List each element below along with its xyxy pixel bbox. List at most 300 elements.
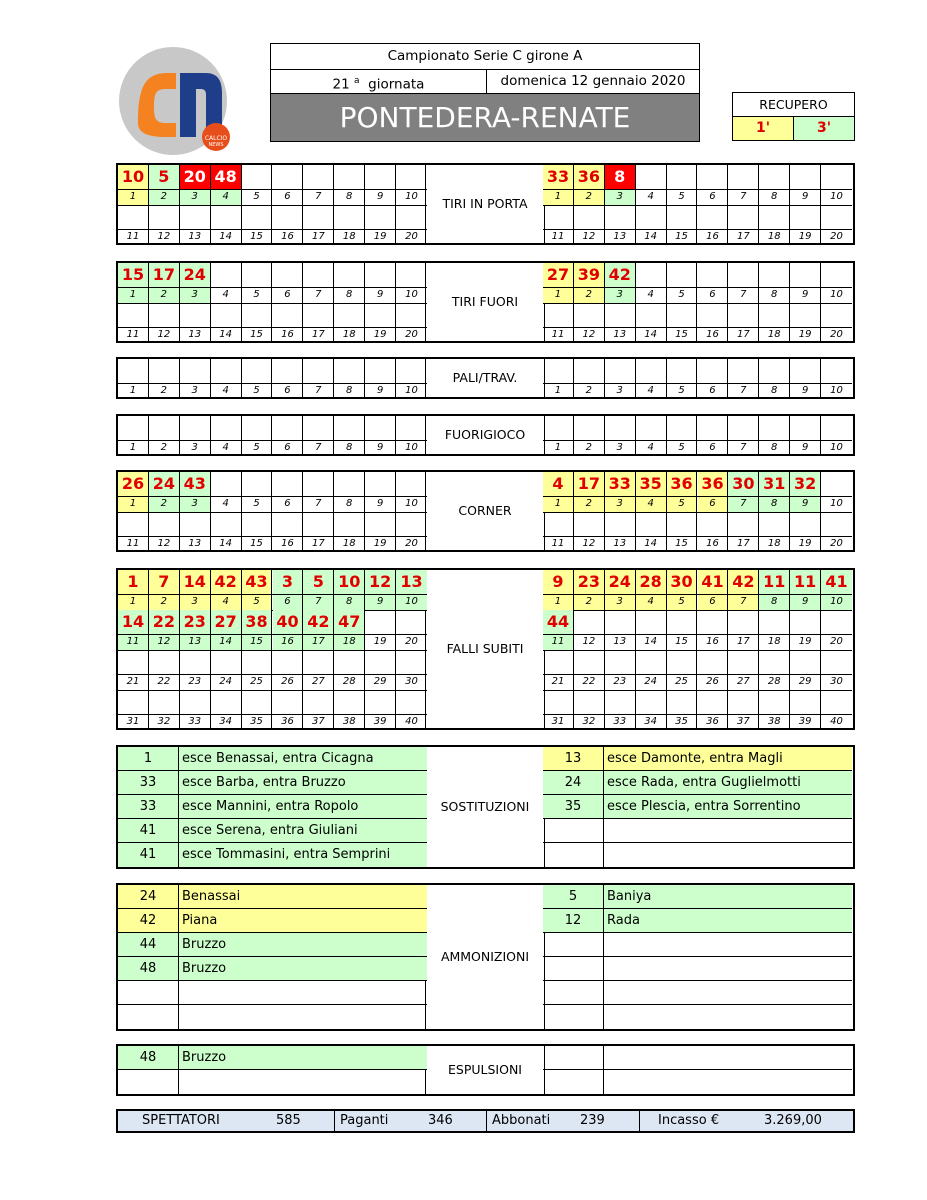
stat-value: [821, 690, 852, 714]
stat-value: [759, 610, 790, 634]
stat-index: 18: [759, 635, 790, 650]
stat-value: 42: [303, 610, 334, 634]
stat-index: 24: [211, 675, 242, 690]
attendance-footer: [116, 1109, 855, 1133]
stat-grid: [116, 357, 855, 399]
stat-value: [273, 303, 304, 327]
event-minute: 48: [118, 957, 179, 980]
stat-index: 14: [636, 537, 667, 552]
stat-value: [242, 165, 273, 189]
stat-index: 5: [667, 441, 698, 456]
stat-index: 22: [149, 675, 180, 690]
stat-value: 28: [636, 570, 667, 594]
grid-line: [543, 536, 852, 537]
event-minute: [118, 1070, 179, 1094]
stat-index: 10: [830, 442, 843, 453]
grid-line: [118, 287, 427, 288]
stat-index: 38: [759, 715, 790, 730]
stat-value: 15: [118, 263, 149, 287]
event-minute: 42: [118, 909, 179, 932]
stat-value: [365, 472, 396, 496]
stat-index: 4: [211, 384, 242, 399]
stat-value: 7: [149, 570, 180, 594]
stat-index: 11: [118, 230, 149, 245]
stat-value: [365, 610, 396, 634]
espulsioni-row: [543, 1070, 852, 1094]
stat-value: [211, 303, 242, 327]
ammonizioni-row: [543, 957, 852, 981]
event-minute: [543, 957, 604, 980]
stat-grid: [116, 261, 855, 343]
sostituzioni-row: [543, 747, 852, 771]
grid-line: [543, 674, 852, 675]
event-text: esce Serena, entra Giuliani: [182, 823, 358, 838]
stat-index: 31: [118, 715, 149, 730]
stat-value: 22: [149, 610, 180, 634]
ammonizioni-row: [543, 885, 852, 909]
stat-value: [211, 359, 242, 383]
event-minute: [543, 933, 604, 956]
grid-line: [543, 496, 852, 497]
stat-index: 13: [180, 537, 211, 552]
stat-index: 2: [574, 384, 605, 399]
event-minute: 33: [118, 795, 179, 818]
stat-value: [273, 650, 304, 674]
ammonizioni-row: [118, 1005, 427, 1029]
stat-value: [759, 650, 790, 674]
stat-index: 10: [405, 385, 418, 396]
stat-value: 3: [273, 570, 304, 594]
stat-value: [273, 512, 304, 536]
espulsioni-row: [118, 1070, 427, 1094]
stat-value: [242, 263, 273, 287]
stat-value: 43: [180, 472, 211, 496]
stat-index: 6: [698, 288, 729, 303]
stat-index: 18: [334, 635, 365, 650]
stat-index: 27: [728, 675, 759, 690]
stat-index: 19: [790, 230, 821, 245]
stat-value: [211, 416, 242, 440]
stat-index: 9: [790, 595, 821, 610]
stat-value: [273, 416, 304, 440]
stat-value: [759, 263, 790, 287]
stat-index: 5: [667, 288, 698, 303]
stat-value: [365, 263, 396, 287]
stat-value: [821, 303, 852, 327]
stat-index: 10: [830, 191, 843, 202]
stat-value: [698, 416, 729, 440]
stat-index: 39: [365, 715, 396, 730]
event-minute: 48: [118, 1046, 179, 1069]
event-text: Benassai: [182, 889, 241, 904]
stat-index: 2: [149, 595, 180, 610]
stat-index: 11: [543, 328, 574, 343]
stat-value: [790, 263, 821, 287]
stat-index: 37: [728, 715, 759, 730]
stat-value: [543, 303, 574, 327]
stat-index: 5: [242, 384, 273, 399]
stat-value: [728, 650, 759, 674]
stat-value: [790, 165, 821, 189]
stat-index: 7: [728, 497, 759, 512]
stat-index: 22: [574, 675, 605, 690]
stat-value: [118, 205, 149, 229]
grid-line: [118, 536, 427, 537]
sostituzioni-row: [543, 843, 852, 867]
stat-value: [574, 512, 605, 536]
event-text: Bruzzo: [182, 937, 227, 952]
stat-index: 3: [180, 384, 211, 399]
stat-value: [365, 650, 396, 674]
stat-value: 5: [303, 570, 334, 594]
grid-line: [118, 674, 427, 675]
stat-value: [790, 610, 821, 634]
stat-index: 3: [180, 497, 211, 512]
stat-value: 36: [574, 165, 605, 189]
stat-index: 8: [759, 441, 790, 456]
stat-index: 5: [667, 384, 698, 399]
stat-value: [211, 650, 242, 674]
stat-value: [636, 165, 667, 189]
stat-index: 1: [118, 595, 149, 610]
stat-value: 20: [180, 165, 211, 189]
stat-value: [605, 303, 636, 327]
stat-value: [180, 512, 211, 536]
stat-index: 8: [759, 384, 790, 399]
stat-value: [273, 263, 304, 287]
event-text: esce Rada, entra Guglielmotti: [607, 775, 801, 790]
sostituzioni-row: [118, 795, 427, 819]
stat-index: 3: [605, 595, 636, 610]
stat-index: 5: [242, 441, 273, 456]
stat-index: 12: [574, 537, 605, 552]
stat-value: [636, 263, 667, 287]
stat-value: 11: [759, 570, 790, 594]
stat-index: 11: [118, 328, 149, 343]
stat-index: 9: [365, 441, 396, 456]
sostituzioni-row: [118, 771, 427, 795]
stat-value: [574, 610, 605, 634]
stat-index: 3: [180, 441, 211, 456]
stat-index: 40: [405, 716, 418, 727]
stat-index: 9: [365, 190, 396, 205]
stat-value: [543, 690, 574, 714]
stat-value: [334, 512, 365, 536]
stat-value: 31: [759, 472, 790, 496]
stat-grid: [116, 568, 855, 730]
grid-line: [118, 496, 427, 497]
stat-index: 17: [303, 230, 334, 245]
grid-line: [543, 287, 852, 288]
event-minute: [543, 1005, 604, 1029]
stat-index: 18: [759, 537, 790, 552]
stat-index: 15: [667, 635, 698, 650]
stat-index: 4: [211, 441, 242, 456]
stat-index: 1: [543, 288, 574, 303]
stat-value: [211, 205, 242, 229]
stat-value: [242, 303, 273, 327]
stat-index: 9: [790, 288, 821, 303]
stat-value: [365, 205, 396, 229]
grid-line: [543, 714, 852, 715]
stat-index: 5: [242, 595, 273, 610]
stat-index: 3: [180, 190, 211, 205]
espulsioni-label: ESPULSIONI: [425, 1046, 545, 1094]
stat-label: FALLI SUBITI: [425, 570, 545, 728]
stat-value: [180, 416, 211, 440]
stat-value: 30: [728, 472, 759, 496]
stat-index: 1: [118, 384, 149, 399]
ammonizioni-row: [543, 933, 852, 957]
event-text: Rada: [607, 913, 640, 928]
stat-label: CORNER: [425, 472, 545, 550]
stat-index: 7: [728, 384, 759, 399]
stat-value: 26: [118, 472, 149, 496]
stat-index: 4: [636, 441, 667, 456]
stat-index: 14: [211, 328, 242, 343]
stat-index: 1: [118, 441, 149, 456]
stat-index: 16: [273, 635, 304, 650]
stat-value: [574, 650, 605, 674]
stat-index: 14: [211, 537, 242, 552]
stat-index: 17: [303, 635, 334, 650]
sostituzioni-row: [543, 819, 852, 843]
stat-value: 13: [396, 570, 427, 594]
stat-value: [759, 303, 790, 327]
stat-value: 24: [149, 472, 180, 496]
espulsioni-row: [543, 1046, 852, 1070]
stat-value: 38: [242, 610, 273, 634]
sostituzioni-row: [118, 843, 427, 867]
event-text: esce Tommasini, entra Semprini: [182, 847, 391, 862]
stat-index: 10: [830, 498, 843, 509]
ammonizioni-row: [118, 885, 427, 909]
event-minute: 24: [543, 771, 604, 794]
stat-value: [698, 690, 729, 714]
event-minute: [543, 981, 604, 1004]
stat-index: 34: [636, 715, 667, 730]
event-minute: 13: [543, 747, 604, 770]
ammonizioni-row: [543, 909, 852, 933]
stat-value: [728, 263, 759, 287]
stat-index: 3: [605, 441, 636, 456]
stat-value: [180, 303, 211, 327]
stat-value: [273, 472, 304, 496]
event-text: esce Barba, entra Bruzzo: [182, 775, 346, 790]
stat-value: 14: [180, 570, 211, 594]
stat-value: [790, 359, 821, 383]
match-header: [270, 43, 700, 142]
stat-index: 29: [790, 675, 821, 690]
stat-value: [821, 512, 852, 536]
event-text: esce Mannini, entra Ropolo: [182, 799, 359, 814]
stat-value: 14: [118, 610, 149, 634]
stat-index: 8: [759, 497, 790, 512]
stat-index: 9: [790, 384, 821, 399]
stat-value: [636, 359, 667, 383]
grid-line: [118, 383, 427, 384]
stat-index: 4: [636, 497, 667, 512]
event-text: esce Damonte, entra Magli: [607, 751, 783, 766]
stat-index: 6: [273, 384, 304, 399]
ammonizioni-row: [118, 981, 427, 1005]
stat-value: [303, 359, 334, 383]
stat-value: [574, 359, 605, 383]
stat-index: 40: [830, 716, 843, 727]
stat-index: 15: [667, 537, 698, 552]
stat-value: 10: [118, 165, 149, 189]
stat-index: 15: [667, 328, 698, 343]
stat-index: 5: [667, 595, 698, 610]
stat-index: 4: [636, 190, 667, 205]
stat-index: 10: [405, 442, 418, 453]
stat-index: 6: [273, 595, 304, 610]
stat-index: 14: [636, 230, 667, 245]
stat-value: 11: [790, 570, 821, 594]
stat-index: 20: [830, 538, 843, 549]
grid-line: [543, 383, 852, 384]
stat-value: 47: [334, 610, 365, 634]
event-minute: 1: [118, 747, 179, 770]
stat-label: PALI/TRAV.: [425, 359, 545, 397]
stat-value: [728, 610, 759, 634]
stat-value: [334, 303, 365, 327]
stat-index: 17: [303, 328, 334, 343]
stat-value: [303, 416, 334, 440]
stat-index: 32: [574, 715, 605, 730]
stat-value: 23: [180, 610, 211, 634]
stat-value: [636, 205, 667, 229]
stat-value: [605, 650, 636, 674]
stat-value: [605, 610, 636, 634]
stat-value: [149, 650, 180, 674]
ammonizioni-row: [118, 957, 427, 981]
stat-value: [605, 416, 636, 440]
stat-value: [303, 205, 334, 229]
match-date: domenica 12 gennaio 2020: [487, 69, 699, 94]
stat-index: 18: [759, 328, 790, 343]
stat-value: [242, 650, 273, 674]
stat-value: 44: [543, 610, 574, 634]
stat-value: [636, 690, 667, 714]
paganti-value: 346: [428, 1113, 453, 1128]
stat-value: [728, 165, 759, 189]
stat-value: [667, 650, 698, 674]
grid-line: [118, 714, 427, 715]
stat-value: [396, 205, 427, 229]
stat-value: 40: [273, 610, 304, 634]
stat-index: 1: [118, 497, 149, 512]
stat-value: [149, 416, 180, 440]
stat-index: 2: [574, 441, 605, 456]
stat-value: [636, 650, 667, 674]
stat-index: 20: [830, 636, 843, 647]
stat-value: [149, 359, 180, 383]
stat-index: 2: [149, 384, 180, 399]
stat-index: 1: [543, 190, 574, 205]
stat-index: 13: [180, 328, 211, 343]
stat-index: 6: [698, 384, 729, 399]
stat-index: 1: [543, 497, 574, 512]
stat-value: [821, 359, 852, 383]
stat-value: [334, 650, 365, 674]
stat-index: 10: [830, 289, 843, 300]
stat-value: [396, 416, 427, 440]
stat-index: 15: [242, 230, 273, 245]
sostituzioni-row: [118, 747, 427, 771]
stat-index: 19: [365, 230, 396, 245]
stat-index: 5: [667, 190, 698, 205]
stat-index: 12: [149, 328, 180, 343]
stat-index: 13: [605, 328, 636, 343]
stat-index: 3: [605, 497, 636, 512]
incasso-label: Incasso €: [658, 1113, 720, 1128]
stat-index: 8: [334, 384, 365, 399]
svg-text:NEWS: NEWS: [208, 142, 224, 148]
stat-value: [211, 472, 242, 496]
stat-value: [821, 650, 852, 674]
stat-value: [728, 690, 759, 714]
stat-index: 18: [759, 230, 790, 245]
stat-value: [334, 359, 365, 383]
stat-index: 20: [405, 329, 418, 340]
stat-index: 15: [242, 537, 273, 552]
stat-grid: [116, 470, 855, 552]
stat-value: 9: [543, 570, 574, 594]
stat-value: [728, 359, 759, 383]
ammonizioni-row: [118, 909, 427, 933]
recupero-box: [732, 92, 855, 141]
stat-value: [636, 610, 667, 634]
stat-index: 2: [149, 190, 180, 205]
stat-value: 5: [149, 165, 180, 189]
stat-value: [790, 650, 821, 674]
stat-value: 33: [605, 472, 636, 496]
stat-value: [574, 205, 605, 229]
stat-index: 9: [365, 595, 396, 610]
stat-index: 6: [698, 441, 729, 456]
stat-index: 4: [211, 595, 242, 610]
stat-index: 1: [118, 288, 149, 303]
stat-value: 35: [636, 472, 667, 496]
stat-index: 8: [334, 497, 365, 512]
stat-value: [667, 205, 698, 229]
stat-index: 28: [334, 675, 365, 690]
calcio-news-logo: [116, 45, 234, 157]
stat-value: [790, 690, 821, 714]
sostituzioni-row: [543, 771, 852, 795]
stat-index: 6: [273, 190, 304, 205]
stat-index: 36: [698, 715, 729, 730]
stat-value: [180, 359, 211, 383]
stat-value: 41: [698, 570, 729, 594]
stat-value: [667, 263, 698, 287]
stat-index: 2: [149, 497, 180, 512]
stat-value: [149, 205, 180, 229]
sostituzioni-row: [543, 795, 852, 819]
stat-index: 8: [334, 595, 365, 610]
stat-value: [242, 205, 273, 229]
event-minute: 41: [118, 819, 179, 842]
sostituzioni-row: [118, 819, 427, 843]
stat-index: 17: [303, 537, 334, 552]
stat-value: 24: [605, 570, 636, 594]
stat-value: [303, 472, 334, 496]
stat-value: [273, 359, 304, 383]
stat-index: 24: [636, 675, 667, 690]
stat-index: 13: [605, 537, 636, 552]
stat-index: 2: [574, 497, 605, 512]
